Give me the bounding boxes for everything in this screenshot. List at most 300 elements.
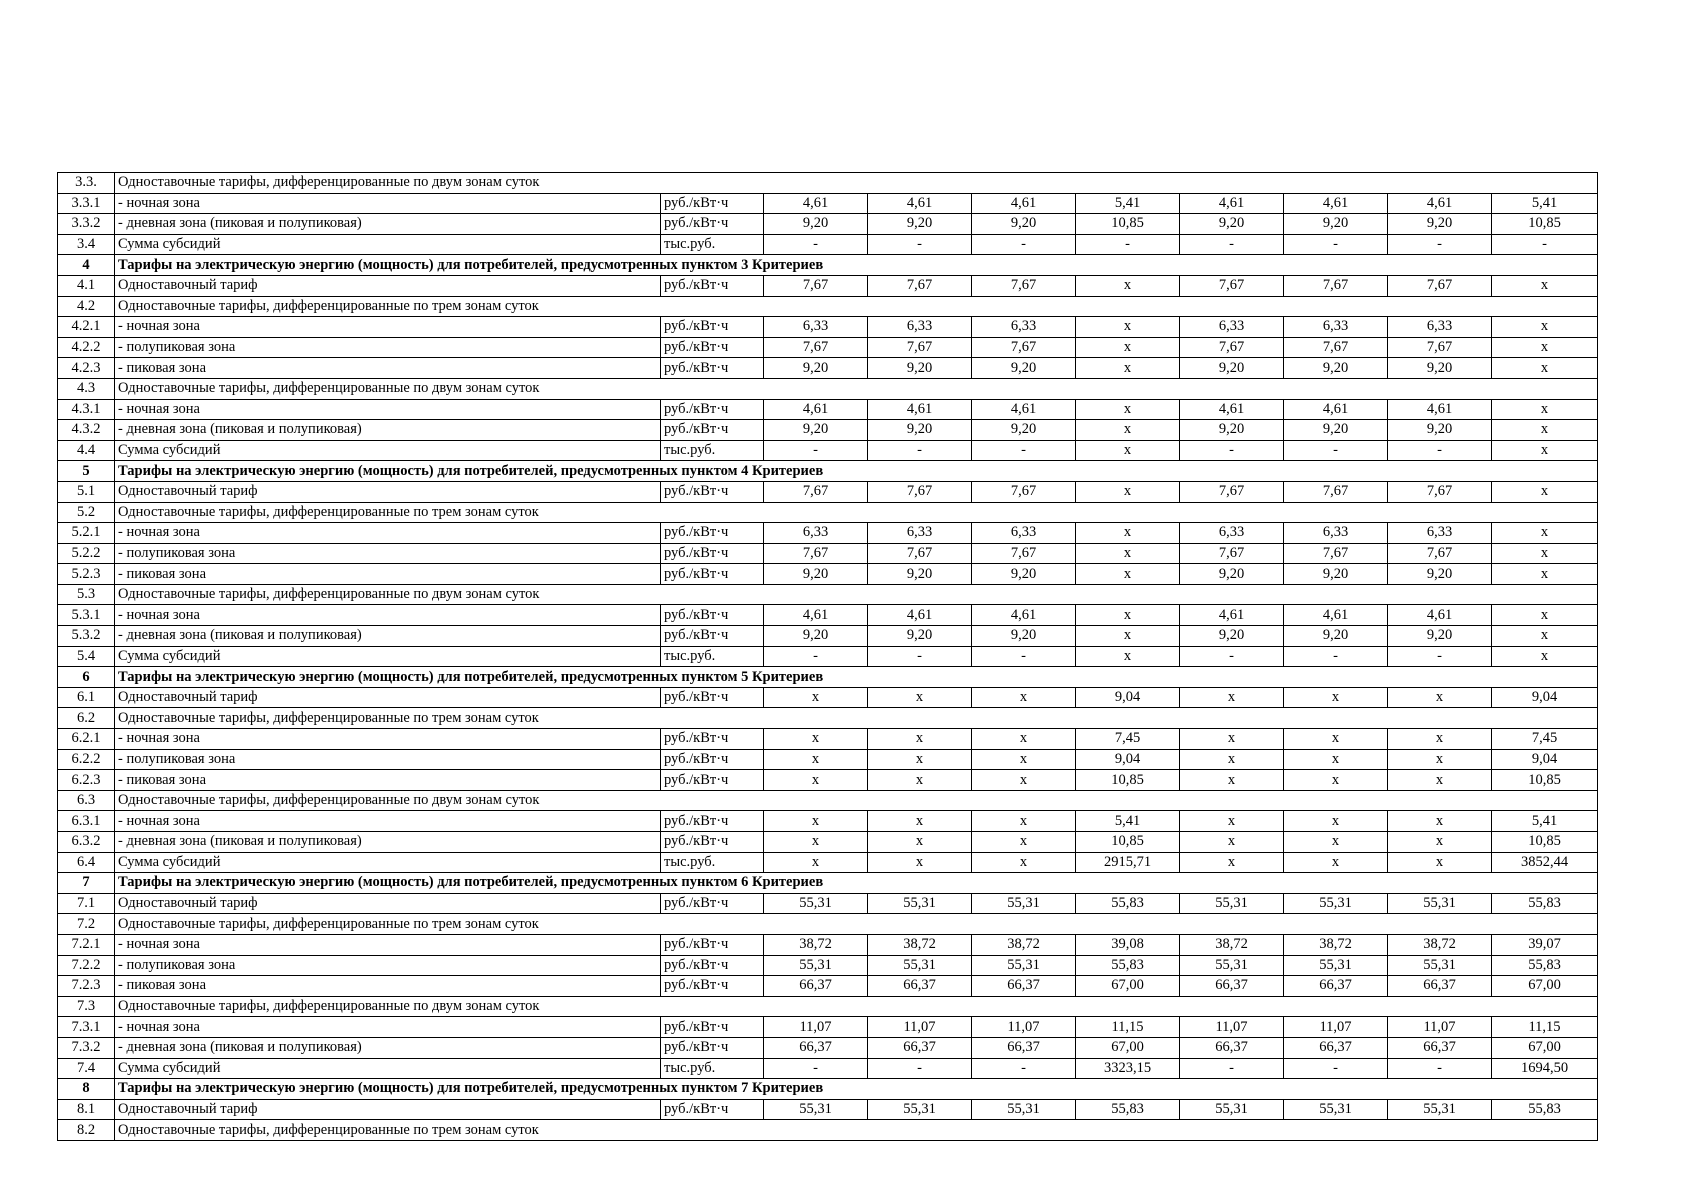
value-cell: 55,31: [764, 893, 868, 914]
row-unit: тыс.руб.: [661, 852, 764, 873]
row-name: - дневная зона (пиковая и полупиковая): [115, 214, 661, 235]
value-cell: 55,83: [1492, 1099, 1598, 1120]
row-name: Одноставочный тариф: [115, 687, 661, 708]
value-cell: 39,08: [1076, 934, 1180, 955]
value-cell: 4,61: [1388, 605, 1492, 626]
value-cell: 66,37: [1284, 1037, 1388, 1058]
value-cell: 7,67: [1284, 481, 1388, 502]
value-cell: х: [1388, 729, 1492, 750]
value-cell: 55,31: [1284, 893, 1388, 914]
value-cell: 9,04: [1492, 687, 1598, 708]
table-row: [58, 749, 1598, 770]
table-row: [58, 358, 1598, 379]
value-cell: х: [1492, 646, 1598, 667]
row-unit: руб./кВт·ч: [661, 605, 764, 626]
value-cell: -: [1076, 234, 1180, 255]
value-cell: х: [1076, 275, 1180, 296]
value-cell: 9,20: [972, 626, 1076, 647]
value-cell: -: [868, 646, 972, 667]
value-cell: 4,61: [868, 399, 972, 420]
row-number: 5.3.1: [58, 605, 115, 626]
row-name: Одноставочные тарифы, дифференцированные по трем зонам суток: [115, 1120, 1598, 1141]
value-cell: х: [1492, 358, 1598, 379]
value-cell: -: [1388, 646, 1492, 667]
value-cell: 7,67: [1284, 275, 1388, 296]
row-unit: руб./кВт·ч: [661, 1017, 764, 1038]
value-cell: 38,72: [1180, 934, 1284, 955]
row-name: Одноставочный тариф: [115, 1099, 661, 1120]
value-cell: х: [1388, 770, 1492, 791]
value-cell: 7,67: [1388, 543, 1492, 564]
value-cell: 9,20: [764, 214, 868, 235]
table-row: [58, 811, 1598, 832]
row-number: 7: [58, 873, 115, 894]
subsection-row: [58, 173, 1598, 194]
value-cell: 66,37: [1388, 1037, 1492, 1058]
row-number: 5.1: [58, 481, 115, 502]
row-number: 7.4: [58, 1058, 115, 1079]
value-cell: 9,04: [1076, 749, 1180, 770]
value-cell: х: [1284, 852, 1388, 873]
value-cell: 7,67: [764, 337, 868, 358]
row-unit: руб./кВт·ч: [661, 1099, 764, 1120]
table-row: [58, 275, 1598, 296]
row-number: 5.2.2: [58, 543, 115, 564]
value-cell: 10,85: [1076, 832, 1180, 853]
row-number: 4.4: [58, 440, 115, 461]
row-name: - ночная зона: [115, 193, 661, 214]
value-cell: -: [764, 1058, 868, 1079]
table-row: [58, 564, 1598, 585]
row-number: 7.2.3: [58, 976, 115, 997]
table-row: [58, 481, 1598, 502]
value-cell: 6,33: [972, 523, 1076, 544]
table-row: [58, 770, 1598, 791]
value-cell: 67,00: [1076, 976, 1180, 997]
table-row: [58, 1099, 1598, 1120]
row-number: 5.2.3: [58, 564, 115, 585]
value-cell: -: [1180, 234, 1284, 255]
value-cell: 9,20: [1180, 358, 1284, 379]
value-cell: 9,20: [972, 564, 1076, 585]
value-cell: 9,20: [1388, 626, 1492, 647]
value-cell: 67,00: [1492, 1037, 1598, 1058]
row-unit: руб./кВт·ч: [661, 337, 764, 358]
value-cell: 1694,50: [1492, 1058, 1598, 1079]
row-name: Сумма субсидий: [115, 1058, 661, 1079]
row-name: Одноставочный тариф: [115, 893, 661, 914]
value-cell: 38,72: [1284, 934, 1388, 955]
table-row: [58, 337, 1598, 358]
row-number: 5.4: [58, 646, 115, 667]
value-cell: 9,04: [1492, 749, 1598, 770]
value-cell: 6,33: [1388, 317, 1492, 338]
row-name: - ночная зона: [115, 399, 661, 420]
value-cell: 4,61: [764, 605, 868, 626]
table-row: [58, 193, 1598, 214]
table-row: [58, 646, 1598, 667]
value-cell: 55,31: [972, 893, 1076, 914]
subsection-row: [58, 708, 1598, 729]
value-cell: 55,31: [1388, 955, 1492, 976]
value-cell: 55,31: [868, 893, 972, 914]
value-cell: 4,61: [868, 605, 972, 626]
value-cell: х: [764, 749, 868, 770]
value-cell: 4,61: [972, 605, 1076, 626]
table-row: [58, 955, 1598, 976]
value-cell: 55,31: [1284, 1099, 1388, 1120]
row-number: 6.3.2: [58, 832, 115, 853]
row-number: 6.4: [58, 852, 115, 873]
value-cell: 4,61: [764, 399, 868, 420]
value-cell: 6,33: [972, 317, 1076, 338]
value-cell: 6,33: [1284, 317, 1388, 338]
row-unit: руб./кВт·ч: [661, 317, 764, 338]
row-number: 8.2: [58, 1120, 115, 1141]
row-name: Сумма субсидий: [115, 646, 661, 667]
table-row: [58, 420, 1598, 441]
row-number: 6: [58, 667, 115, 688]
value-cell: -: [1388, 1058, 1492, 1079]
row-number: 7.1: [58, 893, 115, 914]
value-cell: х: [1388, 749, 1492, 770]
value-cell: х: [1492, 440, 1598, 461]
value-cell: х: [972, 852, 1076, 873]
value-cell: 67,00: [1492, 976, 1598, 997]
value-cell: 9,20: [1388, 358, 1492, 379]
row-unit: руб./кВт·ч: [661, 687, 764, 708]
row-name: Одноставочные тарифы, дифференцированные по двум зонам суток: [115, 584, 1598, 605]
value-cell: х: [764, 811, 868, 832]
row-number: 4.3.2: [58, 420, 115, 441]
value-cell: 7,67: [1180, 275, 1284, 296]
value-cell: 9,20: [764, 564, 868, 585]
value-cell: х: [1284, 749, 1388, 770]
value-cell: 6,33: [1180, 523, 1284, 544]
row-number: 4.2.1: [58, 317, 115, 338]
row-number: 7.2: [58, 914, 115, 935]
value-cell: 7,67: [1180, 337, 1284, 358]
row-unit: тыс.руб.: [661, 440, 764, 461]
value-cell: 39,07: [1492, 934, 1598, 955]
value-cell: х: [1076, 626, 1180, 647]
row-name: - ночная зона: [115, 523, 661, 544]
value-cell: 7,67: [1388, 481, 1492, 502]
row-name: Одноставочные тарифы, дифференцированные по трем зонам суток: [115, 708, 1598, 729]
value-cell: 6,33: [868, 317, 972, 338]
value-cell: 55,31: [1180, 955, 1284, 976]
value-cell: 10,85: [1492, 770, 1598, 791]
row-number: 7.3.2: [58, 1037, 115, 1058]
subsection-row: [58, 790, 1598, 811]
subsection-row: [58, 378, 1598, 399]
value-cell: 9,20: [1180, 564, 1284, 585]
value-cell: 55,31: [1388, 1099, 1492, 1120]
row-unit: руб./кВт·ч: [661, 399, 764, 420]
tariff-table: [57, 172, 1598, 1141]
value-cell: 4,61: [1180, 605, 1284, 626]
value-cell: 7,67: [764, 543, 868, 564]
row-number: 4.1: [58, 275, 115, 296]
value-cell: х: [1076, 481, 1180, 502]
value-cell: 9,20: [764, 420, 868, 441]
row-unit: тыс.руб.: [661, 1058, 764, 1079]
value-cell: 11,07: [1388, 1017, 1492, 1038]
value-cell: 66,37: [1284, 976, 1388, 997]
row-name: Тарифы на электрическую энергию (мощность) для потребителей, предусмотренных пунктом 4 Критериев: [115, 461, 1598, 482]
value-cell: х: [868, 749, 972, 770]
table-row: [58, 626, 1598, 647]
table-row: [58, 852, 1598, 873]
value-cell: -: [1284, 646, 1388, 667]
value-cell: 38,72: [972, 934, 1076, 955]
value-cell: -: [1180, 646, 1284, 667]
section-header-row: [58, 255, 1598, 276]
value-cell: х: [1076, 564, 1180, 585]
value-cell: 55,31: [1180, 893, 1284, 914]
value-cell: х: [1180, 770, 1284, 791]
row-unit: руб./кВт·ч: [661, 955, 764, 976]
row-number: 4.3.1: [58, 399, 115, 420]
value-cell: 55,31: [868, 1099, 972, 1120]
row-name: Одноставочные тарифы, дифференцированные по двум зонам суток: [115, 790, 1598, 811]
value-cell: х: [972, 729, 1076, 750]
value-cell: 4,61: [1284, 193, 1388, 214]
subsection-row: [58, 584, 1598, 605]
value-cell: 55,83: [1076, 1099, 1180, 1120]
value-cell: 66,37: [1388, 976, 1492, 997]
row-number: 3.4: [58, 234, 115, 255]
value-cell: х: [1180, 687, 1284, 708]
value-cell: х: [1076, 523, 1180, 544]
row-unit: руб./кВт·ч: [661, 275, 764, 296]
section-header-row: [58, 667, 1598, 688]
value-cell: 5,41: [1492, 193, 1598, 214]
value-cell: 3852,44: [1492, 852, 1598, 873]
table-body: [58, 173, 1598, 1141]
row-unit: руб./кВт·ч: [661, 893, 764, 914]
value-cell: х: [868, 770, 972, 791]
value-cell: 9,20: [972, 358, 1076, 379]
value-cell: -: [764, 646, 868, 667]
value-cell: 11,07: [868, 1017, 972, 1038]
value-cell: 11,07: [764, 1017, 868, 1038]
row-name: - пиковая зона: [115, 770, 661, 791]
value-cell: х: [972, 832, 1076, 853]
row-name: Тарифы на электрическую энергию (мощность) для потребителей, предусмотренных пунктом 7 Критериев: [115, 1079, 1598, 1100]
table-row: [58, 523, 1598, 544]
table-row: [58, 934, 1598, 955]
table-row: [58, 317, 1598, 338]
row-name: - полупиковая зона: [115, 749, 661, 770]
value-cell: 9,20: [1284, 358, 1388, 379]
value-cell: 11,07: [1180, 1017, 1284, 1038]
value-cell: 9,20: [868, 626, 972, 647]
value-cell: 6,33: [764, 523, 868, 544]
value-cell: 7,45: [1492, 729, 1598, 750]
row-name: Сумма субсидий: [115, 852, 661, 873]
value-cell: 66,37: [764, 976, 868, 997]
value-cell: х: [1076, 317, 1180, 338]
row-unit: руб./кВт·ч: [661, 481, 764, 502]
value-cell: 2915,71: [1076, 852, 1180, 873]
row-unit: руб./кВт·ч: [661, 543, 764, 564]
value-cell: 38,72: [764, 934, 868, 955]
row-name: - дневная зона (пиковая и полупиковая): [115, 1037, 661, 1058]
table-row: [58, 234, 1598, 255]
value-cell: -: [764, 234, 868, 255]
value-cell: х: [1180, 729, 1284, 750]
value-cell: 67,00: [1076, 1037, 1180, 1058]
value-cell: х: [1284, 832, 1388, 853]
value-cell: х: [1388, 687, 1492, 708]
value-cell: 9,20: [1388, 564, 1492, 585]
row-number: 6.3.1: [58, 811, 115, 832]
subsection-row: [58, 914, 1598, 935]
value-cell: х: [1492, 564, 1598, 585]
value-cell: -: [1388, 440, 1492, 461]
row-name: Одноставочный тариф: [115, 481, 661, 502]
row-name: - полупиковая зона: [115, 955, 661, 976]
value-cell: х: [1076, 605, 1180, 626]
table-row: [58, 440, 1598, 461]
value-cell: 66,37: [1180, 976, 1284, 997]
value-cell: х: [868, 832, 972, 853]
value-cell: 9,20: [1284, 420, 1388, 441]
row-number: 7.2.1: [58, 934, 115, 955]
value-cell: 6,33: [1180, 317, 1284, 338]
value-cell: 9,20: [972, 214, 1076, 235]
value-cell: -: [1492, 234, 1598, 255]
value-cell: 4,61: [972, 399, 1076, 420]
value-cell: х: [868, 852, 972, 873]
row-unit: руб./кВт·ч: [661, 749, 764, 770]
table-row: [58, 1058, 1598, 1079]
value-cell: 55,31: [972, 1099, 1076, 1120]
value-cell: 9,20: [972, 420, 1076, 441]
row-unit: тыс.руб.: [661, 646, 764, 667]
value-cell: х: [1284, 687, 1388, 708]
value-cell: х: [1180, 811, 1284, 832]
row-name: - полупиковая зона: [115, 337, 661, 358]
table-row: [58, 832, 1598, 853]
value-cell: 4,61: [1284, 399, 1388, 420]
row-unit: руб./кВт·ч: [661, 214, 764, 235]
value-cell: 9,20: [1284, 564, 1388, 585]
value-cell: х: [972, 687, 1076, 708]
row-number: 4.3: [58, 378, 115, 399]
value-cell: -: [1284, 440, 1388, 461]
value-cell: 7,67: [972, 543, 1076, 564]
row-name: Одноставочные тарифы, дифференцированные по двум зонам суток: [115, 173, 1598, 194]
value-cell: 11,07: [1284, 1017, 1388, 1038]
row-name: Тарифы на электрическую энергию (мощность) для потребителей, предусмотренных пунктом 3 Критериев: [115, 255, 1598, 276]
row-number: 4.2: [58, 296, 115, 317]
value-cell: х: [1492, 337, 1598, 358]
row-number: 5.2: [58, 502, 115, 523]
row-number: 6.3: [58, 790, 115, 811]
value-cell: 55,31: [1284, 955, 1388, 976]
row-name: - пиковая зона: [115, 564, 661, 585]
value-cell: 4,61: [1180, 399, 1284, 420]
value-cell: 9,20: [1180, 214, 1284, 235]
value-cell: х: [972, 749, 1076, 770]
value-cell: х: [1076, 358, 1180, 379]
row-number: 6.2.3: [58, 770, 115, 791]
row-name: - пиковая зона: [115, 358, 661, 379]
table-row: [58, 1037, 1598, 1058]
value-cell: 9,20: [1388, 420, 1492, 441]
value-cell: 55,83: [1492, 955, 1598, 976]
row-unit: руб./кВт·ч: [661, 523, 764, 544]
value-cell: 66,37: [764, 1037, 868, 1058]
value-cell: 7,67: [868, 481, 972, 502]
value-cell: -: [868, 1058, 972, 1079]
row-unit: руб./кВт·ч: [661, 934, 764, 955]
value-cell: -: [972, 646, 1076, 667]
value-cell: 9,20: [868, 564, 972, 585]
row-number: 4.2.2: [58, 337, 115, 358]
value-cell: 55,83: [1076, 955, 1180, 976]
value-cell: х: [764, 832, 868, 853]
value-cell: -: [868, 234, 972, 255]
value-cell: 7,67: [868, 275, 972, 296]
row-name: - дневная зона (пиковая и полупиковая): [115, 420, 661, 441]
value-cell: 7,67: [972, 275, 1076, 296]
value-cell: -: [972, 440, 1076, 461]
value-cell: 55,31: [764, 955, 868, 976]
value-cell: 10,85: [1492, 832, 1598, 853]
row-number: 7.3.1: [58, 1017, 115, 1038]
value-cell: 4,61: [972, 193, 1076, 214]
value-cell: 7,67: [972, 481, 1076, 502]
value-cell: 6,33: [764, 317, 868, 338]
value-cell: -: [1180, 1058, 1284, 1079]
value-cell: х: [1492, 605, 1598, 626]
value-cell: 7,67: [764, 275, 868, 296]
value-cell: х: [1076, 399, 1180, 420]
value-cell: 66,37: [1180, 1037, 1284, 1058]
row-unit: руб./кВт·ч: [661, 193, 764, 214]
value-cell: х: [1076, 420, 1180, 441]
table-row: [58, 399, 1598, 420]
value-cell: х: [1076, 646, 1180, 667]
value-cell: х: [1492, 543, 1598, 564]
row-name: Одноставочный тариф: [115, 275, 661, 296]
value-cell: х: [1492, 399, 1598, 420]
value-cell: 9,20: [868, 420, 972, 441]
value-cell: 7,67: [1388, 337, 1492, 358]
row-name: - ночная зона: [115, 934, 661, 955]
value-cell: 66,37: [972, 1037, 1076, 1058]
value-cell: 3323,15: [1076, 1058, 1180, 1079]
row-number: 4.2.3: [58, 358, 115, 379]
row-name: Одноставочные тарифы, дифференцированные по трем зонам суток: [115, 502, 1598, 523]
value-cell: 9,20: [1284, 214, 1388, 235]
value-cell: х: [1180, 852, 1284, 873]
value-cell: х: [972, 811, 1076, 832]
row-name: - пиковая зона: [115, 976, 661, 997]
value-cell: 9,20: [764, 626, 868, 647]
value-cell: 4,61: [1180, 193, 1284, 214]
value-cell: х: [764, 687, 868, 708]
value-cell: -: [1180, 440, 1284, 461]
table-row: [58, 893, 1598, 914]
row-number: 5.2.1: [58, 523, 115, 544]
value-cell: х: [1076, 543, 1180, 564]
value-cell: 10,85: [1076, 214, 1180, 235]
row-unit: руб./кВт·ч: [661, 811, 764, 832]
